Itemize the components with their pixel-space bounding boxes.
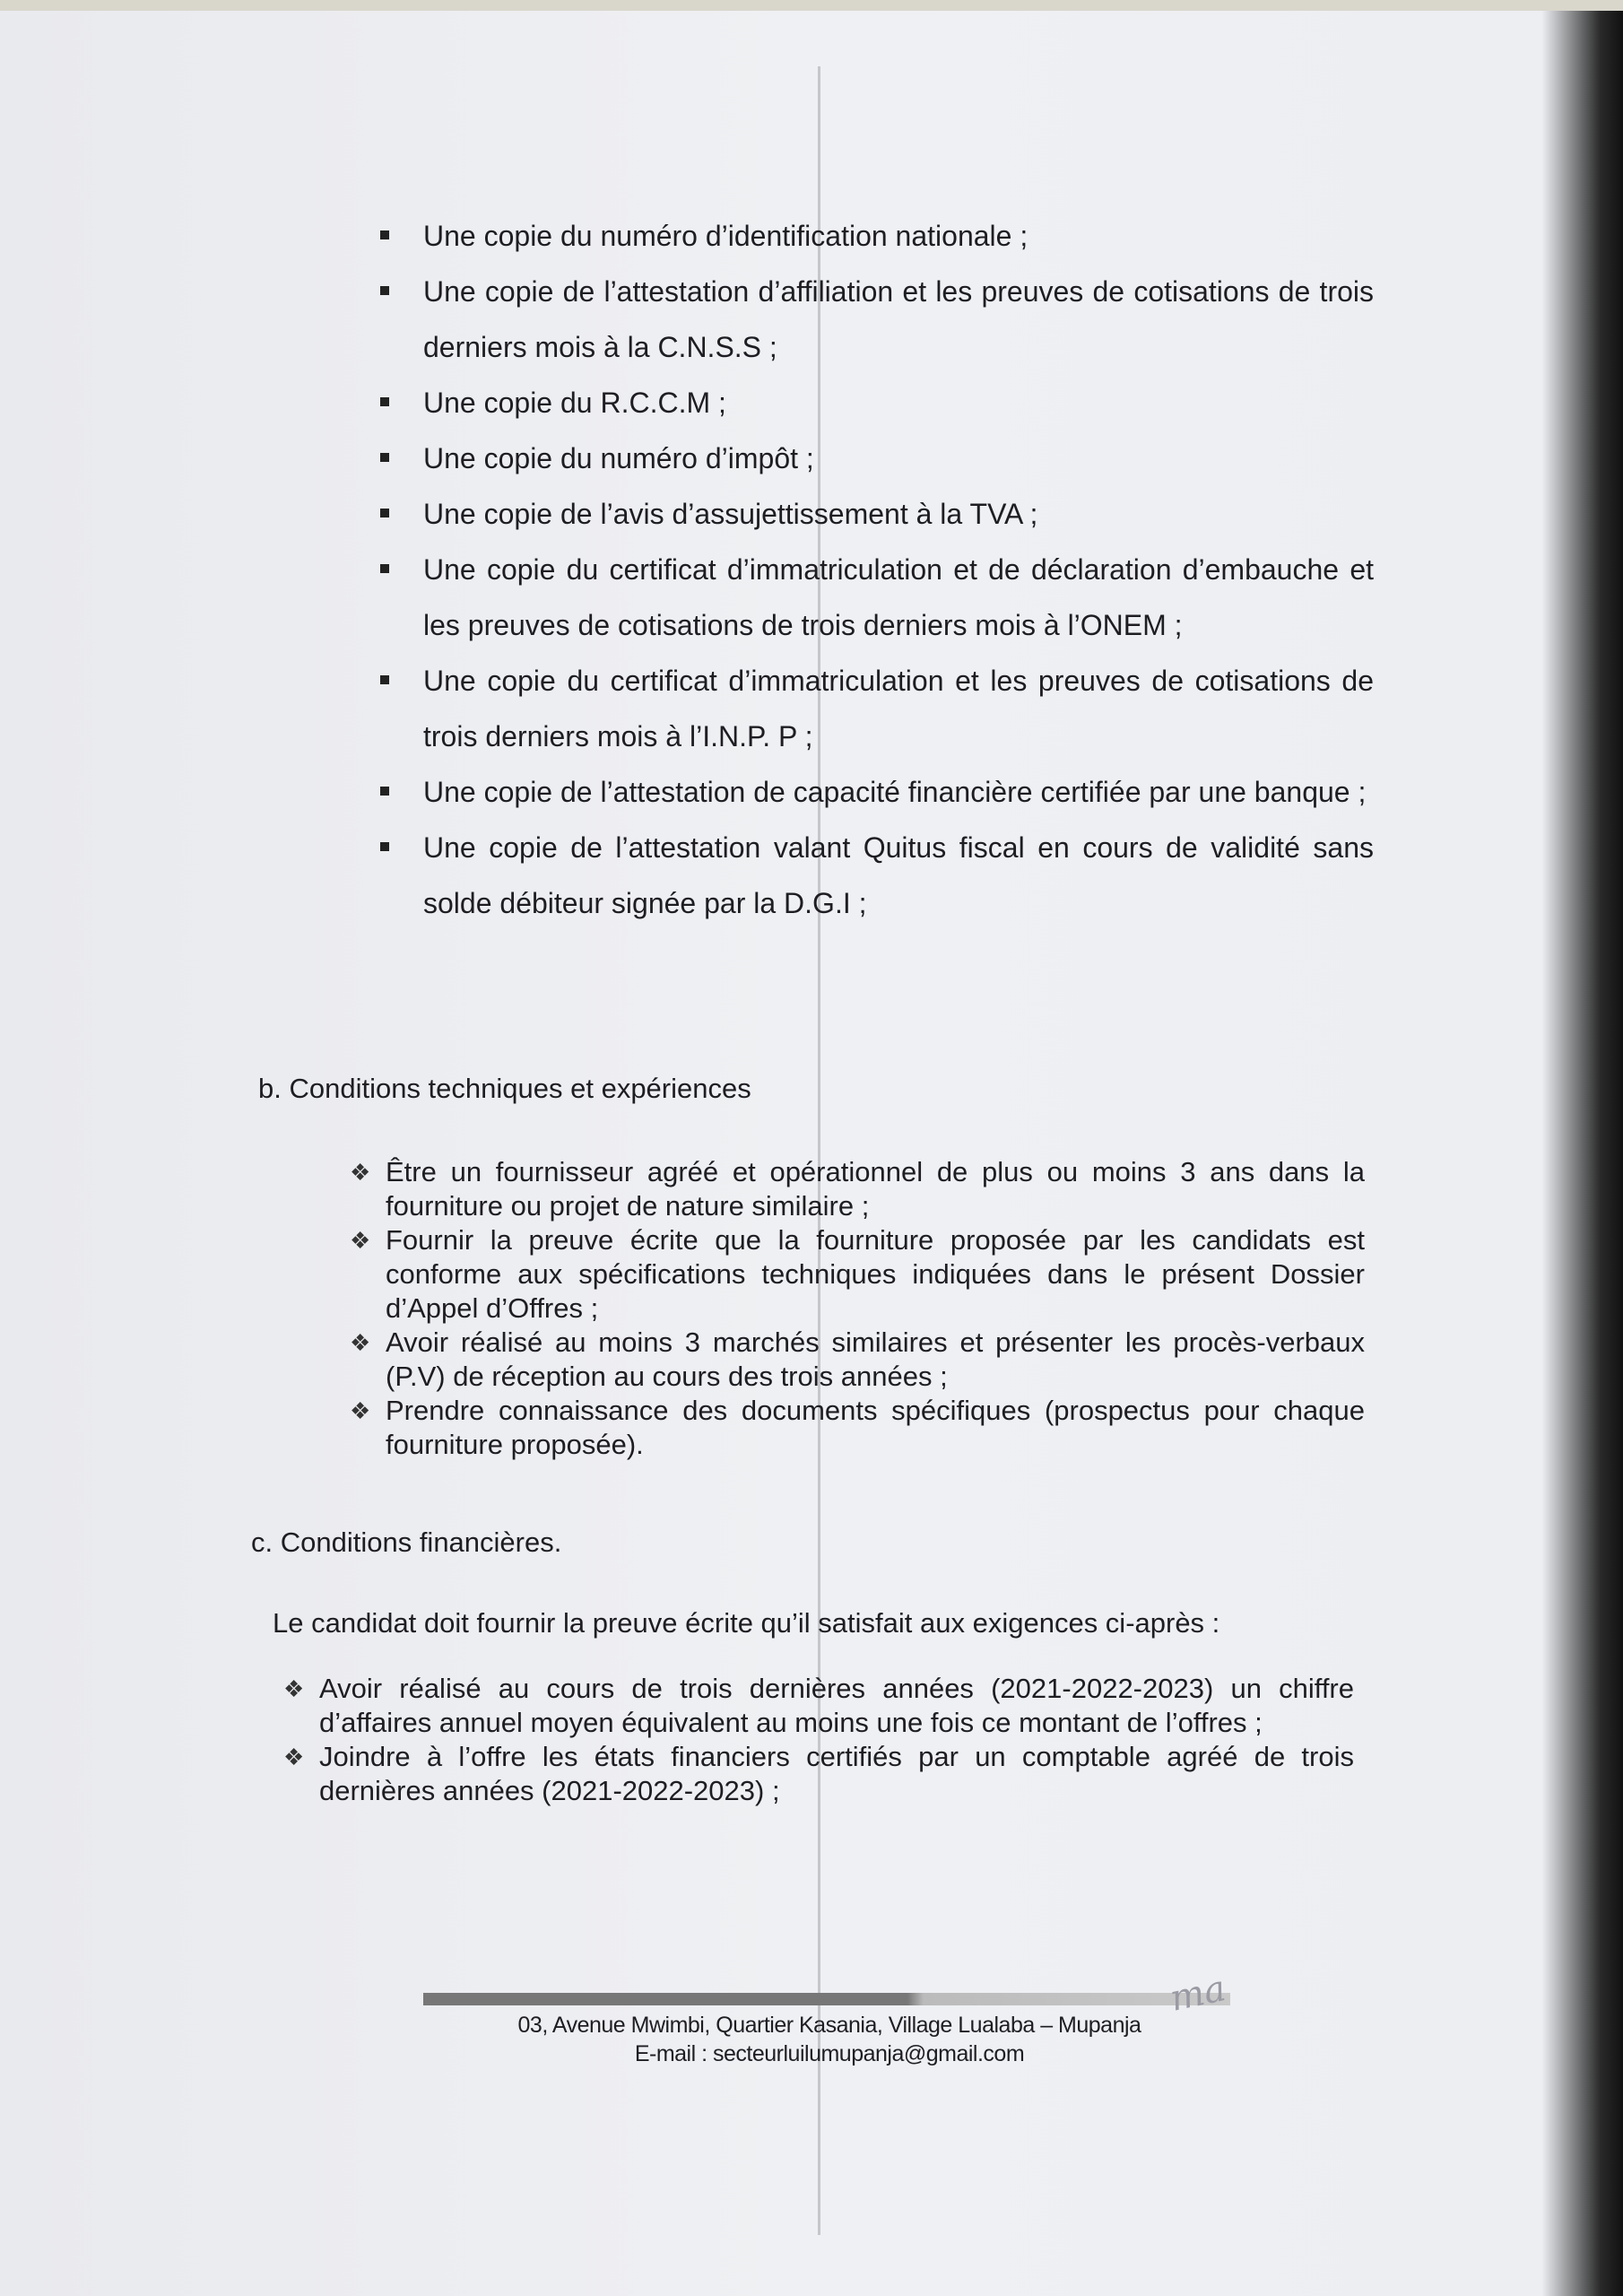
list-item: Une copie de l’attestation de capacité financière certifiée par une banque ;	[377, 764, 1374, 820]
financial-conditions-list	[283, 1672, 1354, 1808]
list-item: Une copie de l’attestation d’affiliation et les preuves de cotisations de trois derniers mois à la C.N.S.S ;	[377, 264, 1374, 375]
diamond-bullet-icon: ❖	[283, 1675, 305, 1702]
diamond-bullet-icon: ❖	[350, 1329, 371, 1356]
diamond-bullet-icon: ❖	[350, 1397, 371, 1424]
list-item-text: Fournir la preuve écrite que la fourniture proposée par les candidats est conforme aux spécifications techniques indiquées dans le présent Dossier d’Appel d’Offres ;	[386, 1224, 1365, 1324]
list-item: Une copie du certificat d’immatriculation et de déclaration d’embauche et les preuves de cotisations de trois derniers mois à l’ONEM ;	[377, 542, 1374, 653]
list-item	[283, 1672, 1354, 1740]
section-c-intro: Le candidat doit fournir la preuve écrite qu’il satisfait aux exigences ci-après :	[273, 1607, 1220, 1639]
list-item	[350, 1223, 1365, 1326]
diamond-bullet-icon: ❖	[350, 1227, 371, 1254]
diamond-bullet-icon: ❖	[350, 1159, 371, 1186]
handwritten-initials: ma	[1166, 1968, 1229, 2020]
requirements-list	[377, 208, 1374, 931]
list-item: Une copie du certificat d’immatriculation et les preuves de cotisations de trois derniers mois à l’I.N.P. P ;	[377, 653, 1374, 764]
list-item-text: Avoir réalisé au cours de trois dernières années (2021-2022-2023) un chiffre d’affaires annuel moyen équivalent au moins une fois ce montant de l’offres ;	[319, 1673, 1354, 1738]
technical-conditions-list	[350, 1155, 1365, 1462]
list-item-text: Avoir réalisé au moins 3 marchés similaires et présenter les procès-verbaux (P.V) de réception au cours des trois années ;	[386, 1326, 1365, 1392]
footer-email-line	[359, 2041, 1300, 2067]
list-item-text: Prendre connaissance des documents spécifiques (prospectus pour chaque fourniture proposée).	[386, 1395, 1365, 1460]
list-item-text: Joindre à l’offre les états financiers certifiés par un comptable agréé de trois dernières années (2021-2022-2023) ;	[319, 1741, 1354, 1806]
section-b-heading: b. Conditions techniques et expériences	[258, 1073, 751, 1104]
email-label: E-mail :	[634, 2041, 714, 2066]
list-item: Une copie de l’attestation valant Quitus fiscal en cours de validité sans solde débiteur signée par la D.G.I ;	[377, 820, 1374, 931]
footer-bar	[423, 1993, 1230, 2005]
list-item	[350, 1155, 1365, 1223]
footer-address: 03, Avenue Mwimbi, Quartier Kasania, Village Lualaba – Mupanja	[517, 2013, 1141, 2038]
diamond-bullet-icon: ❖	[283, 1744, 305, 1770]
list-item-text: Être un fournisseur agréé et opérationnel de plus ou moins 3 ans dans la fourniture ou projet de nature similaire ;	[386, 1156, 1365, 1222]
list-item	[350, 1326, 1365, 1394]
list-item: Une copie du numéro d’identification nationale ;	[377, 208, 1374, 264]
email-link[interactable]: secteurluilumupanja@gmail.com	[713, 2041, 1025, 2066]
scan-top-edge	[0, 0, 1623, 11]
list-item	[283, 1740, 1354, 1808]
list-item: Une copie du numéro d’impôt ;	[377, 430, 1374, 486]
list-item: Une copie de l’avis d’assujettissement à la TVA ;	[377, 486, 1374, 542]
list-item	[350, 1394, 1365, 1462]
section-c-heading: c. Conditions financières.	[251, 1526, 562, 1558]
list-item: Une copie du R.C.C.M ;	[377, 375, 1374, 430]
